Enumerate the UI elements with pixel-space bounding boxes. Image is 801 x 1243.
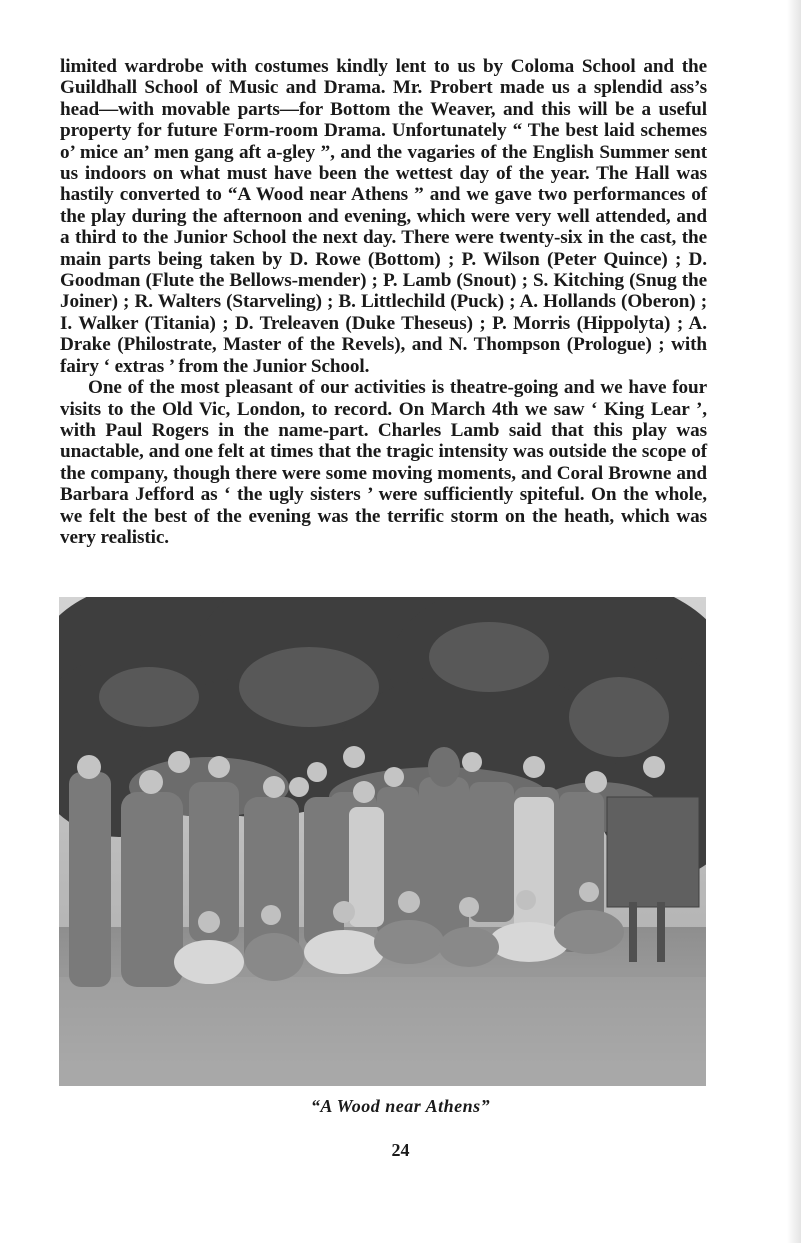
body-text [60, 56, 707, 548]
photo-caption: “A Wood near Athens” [310, 1096, 491, 1116]
paragraph-2: One of the most pleasant of our activities is theatre-going and we have four visits to the Old Vic, London, to record. On March 4th we saw ‘ King Lear ’, with Paul Rogers in the name-part. Charles Lamb said that this play was unactable, and one felt at times that the tragic intensity was outside the scope of the company, though there were some moving moments, and Coral Browne and Barbara Jefford as ‘ the ugly sisters ’ were sufficiently spiteful. On the whole, we felt the best of the evening was the terrific storm on the heath, which was very realistic. [60, 377, 707, 548]
page-number: 24 [391, 1140, 410, 1160]
page-edge-shadow [787, 0, 801, 1243]
cast-photo-image [59, 597, 706, 1086]
cast-photograph [59, 597, 706, 1086]
paragraph-1: limited wardrobe with costumes kindly lent to us by Coloma School and the Guildhall School of Music and Drama. Mr. Probert made us a splendid ass’s head—with movable parts—for Bottom the Weaver, and this will be a useful property for future Form-room Drama. Unfortunately “ The best laid schemes o’ mice an’ men gang aft a-gley ”, and the vagaries of the English Summer sent us indoors on what must have been the wettest day of the year. The Hall was hastily converted to “A Wood near Athens ” and we gave two performances of the play during the afternoon and evening, which were very well attended, and a third to the Junior School the next day. There were twenty-six in the cast, the main parts being taken by D. Rowe (Bottom) ; P. Wilson (Peter Quince) ; D. Goodman (Flute the Bellows-mender) ; P. Lamb (Snout) ; S. Kitching (Snug the Joiner) ; R. Walters (Starveling) ; B. Littlechild (Puck) ; A. Hollands (Oberon) ; I. Walker (Titania) ; D. Treleaven (Duke Theseus) ; P. Morris (Hippolyta) ; A. Drake (Philostrate, Master of the Revels), and N. Thompson (Prologue) ; with fairy ‘ extras ’ from the Junior School. [60, 56, 707, 377]
